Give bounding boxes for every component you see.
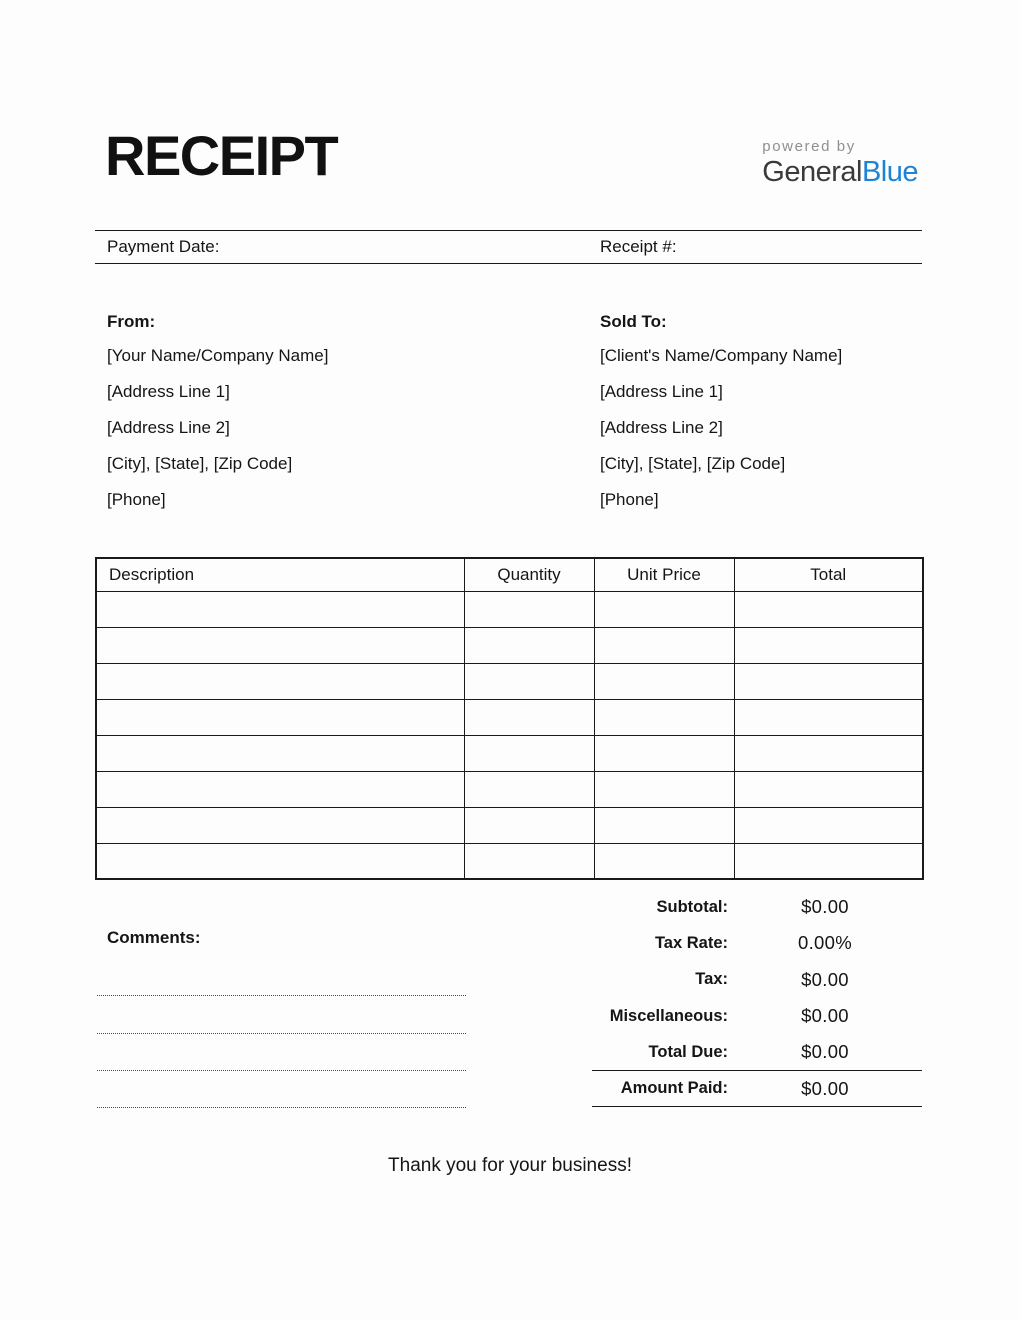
cell-description [96, 591, 464, 627]
payment-date-label: Payment Date: [107, 237, 220, 256]
from-block [107, 306, 507, 518]
cell-total [734, 699, 923, 735]
column-header-total: Total [734, 558, 923, 591]
table-row [96, 771, 923, 807]
cell-description [96, 843, 464, 879]
sold-to-name-line: [Client's Name/Company Name] [600, 346, 843, 365]
cell-quantity [464, 843, 594, 879]
cell-total [734, 591, 923, 627]
sold-to-city-state-zip: [City], [State], [Zip Code] [600, 454, 786, 473]
table-row [96, 807, 923, 843]
meta-band [95, 230, 922, 264]
sold-to-heading: Sold To: [600, 312, 667, 331]
table-row [96, 699, 923, 735]
cell-quantity [464, 663, 594, 699]
from-address-line-1: [Address Line 1] [107, 382, 230, 401]
cell-quantity [464, 627, 594, 663]
cell-description [96, 735, 464, 771]
cell-total [734, 807, 923, 843]
comments-blank-line [97, 995, 466, 996]
from-city-state-zip: [City], [State], [Zip Code] [107, 454, 293, 473]
tax-rate-value: 0.00% [798, 932, 852, 954]
amount-paid-row [592, 1070, 922, 1106]
tax-rate-row [592, 925, 922, 961]
cell-quantity [464, 591, 594, 627]
from-name-line: [Your Name/Company Name] [107, 346, 329, 365]
comments-blank-line [97, 1033, 466, 1034]
cell-quantity [464, 735, 594, 771]
table-row [96, 843, 923, 879]
items-table-header-row [96, 558, 923, 591]
cell-total [734, 843, 923, 879]
totals-section [592, 889, 922, 1107]
receipt-number-label: Receipt #: [600, 237, 677, 256]
cell-unit-price [594, 843, 734, 879]
table-row [96, 735, 923, 771]
cell-quantity [464, 807, 594, 843]
cell-quantity [464, 699, 594, 735]
cell-total [734, 627, 923, 663]
items-table [95, 557, 924, 880]
total-due-value: $0.00 [801, 1041, 849, 1063]
thank-you-message: Thank you for your business! [388, 1155, 632, 1176]
table-row [96, 663, 923, 699]
from-address-line-2: [Address Line 2] [107, 418, 230, 437]
subtotal-label: Subtotal: [656, 897, 728, 916]
total-due-label: Total Due: [648, 1042, 728, 1061]
column-header-description: Description [96, 558, 464, 591]
powered-by-text: powered by [762, 138, 856, 155]
cell-unit-price [594, 771, 734, 807]
cell-description [96, 627, 464, 663]
cell-total [734, 771, 923, 807]
total-due-row [592, 1034, 922, 1070]
miscellaneous-label: Miscellaneous: [609, 1006, 728, 1025]
cell-total [734, 735, 923, 771]
column-header-unit-price: Unit Price [594, 558, 734, 591]
cell-total [734, 663, 923, 699]
subtotal-value: $0.00 [801, 896, 849, 918]
sold-to-block [600, 306, 1000, 518]
cell-description [96, 807, 464, 843]
tax-label: Tax: [695, 970, 728, 989]
comments-blank-line [97, 1107, 466, 1108]
sold-to-phone: [Phone] [600, 490, 659, 509]
cell-quantity [464, 771, 594, 807]
amount-paid-value: $0.00 [801, 1077, 849, 1099]
cell-unit-price [594, 735, 734, 771]
cell-description [96, 699, 464, 735]
cell-unit-price [594, 699, 734, 735]
tax-row [592, 962, 922, 998]
from-heading: From: [107, 312, 156, 331]
brand-general-text: General [762, 156, 862, 188]
amount-paid-label: Amount Paid: [620, 1079, 728, 1098]
cell-unit-price [594, 627, 734, 663]
cell-description [96, 771, 464, 807]
cell-unit-price [594, 591, 734, 627]
from-phone: [Phone] [107, 490, 166, 509]
brand-blue-text: Blue [861, 156, 918, 188]
comments-label: Comments: [107, 928, 201, 947]
generalblue-logo [762, 138, 918, 188]
cell-description [96, 663, 464, 699]
tax-value: $0.00 [801, 968, 849, 990]
miscellaneous-value: $0.00 [801, 1005, 849, 1027]
cell-unit-price [594, 807, 734, 843]
page-title: RECEIPT [105, 124, 338, 187]
brand-wordmark [762, 156, 918, 188]
table-row [96, 627, 923, 663]
table-row [96, 591, 923, 627]
column-header-quantity: Quantity [464, 558, 594, 591]
tax-rate-label: Tax Rate: [654, 933, 728, 952]
cell-unit-price [594, 663, 734, 699]
comments-blank-line [97, 1070, 466, 1071]
miscellaneous-row [592, 998, 922, 1034]
subtotal-row [592, 889, 922, 925]
sold-to-address-line-2: [Address Line 2] [600, 418, 723, 437]
sold-to-address-line-1: [Address Line 1] [600, 382, 723, 401]
